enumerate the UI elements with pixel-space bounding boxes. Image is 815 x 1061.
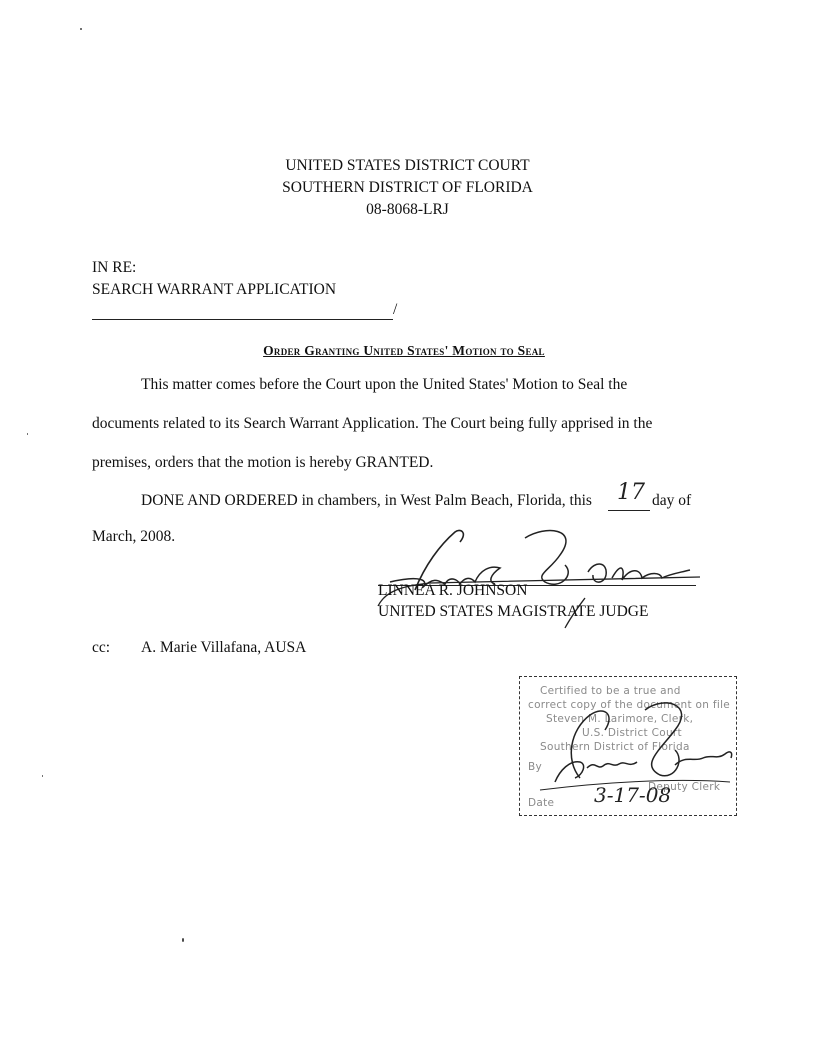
body-line-3: premises, orders that the motion is hereby GRANTED. [92,454,434,471]
stamp-line-2: correct copy of the document on file [528,699,731,711]
stamp-line-3: Steven M. Larimore, Clerk, [546,713,694,725]
done-ordered-text: DONE AND ORDERED in chambers, in West Palm Beach, Florida, this [141,492,592,509]
case-number: 08-8068-LRJ [366,201,449,218]
judge-name: LINNEA R. JOHNSON [378,582,528,599]
body-line-2: documents related to its Search Warrant Application. The Court being fully apprised in the [92,415,653,432]
scan-speck [182,938,184,942]
in-re-label: IN RE: [92,259,137,276]
stamp-date-label: Date [528,797,555,809]
scan-speck [27,433,28,435]
stamp-line-4: U.S. District Court [582,727,682,739]
body-line-1: This matter comes before the Court upon the United States' Motion to Seal the [141,376,628,393]
stamp-deputy-clerk: Deputy Clerk [648,781,721,793]
district-name: SOUTHERN DISTRICT OF FLORIDA [282,179,533,196]
cc-label: cc: [92,639,111,656]
clerk-signature [525,690,735,790]
stamp-line-1: Certified to be a true and [540,685,681,697]
scan-speck [42,775,43,777]
caption-slash: / [393,301,398,318]
date-line: March, 2008. [92,528,176,545]
stamp-by-label: By [528,761,543,773]
scan-speck [80,28,82,30]
stamp-line-5: Southern District of Florida [540,741,690,753]
caption-matter: SEARCH WARRANT APPLICATION [92,281,337,298]
cc-recipient: A. Marie Villafana, AUSA [141,639,307,656]
stamp-handwritten-date: 3-17-08 [594,783,672,807]
caption-rule [92,319,393,320]
judge-title: UNITED STATES MAGISTRATE JUDGE [378,603,649,620]
handwritten-day: 17 [617,480,645,505]
day-of-text: day of [652,492,692,509]
order-title: Order Granting United States' Motion to Seal [263,343,545,358]
court-name: UNITED STATES DISTRICT COURT [285,157,530,174]
day-blank-rule [608,510,650,511]
